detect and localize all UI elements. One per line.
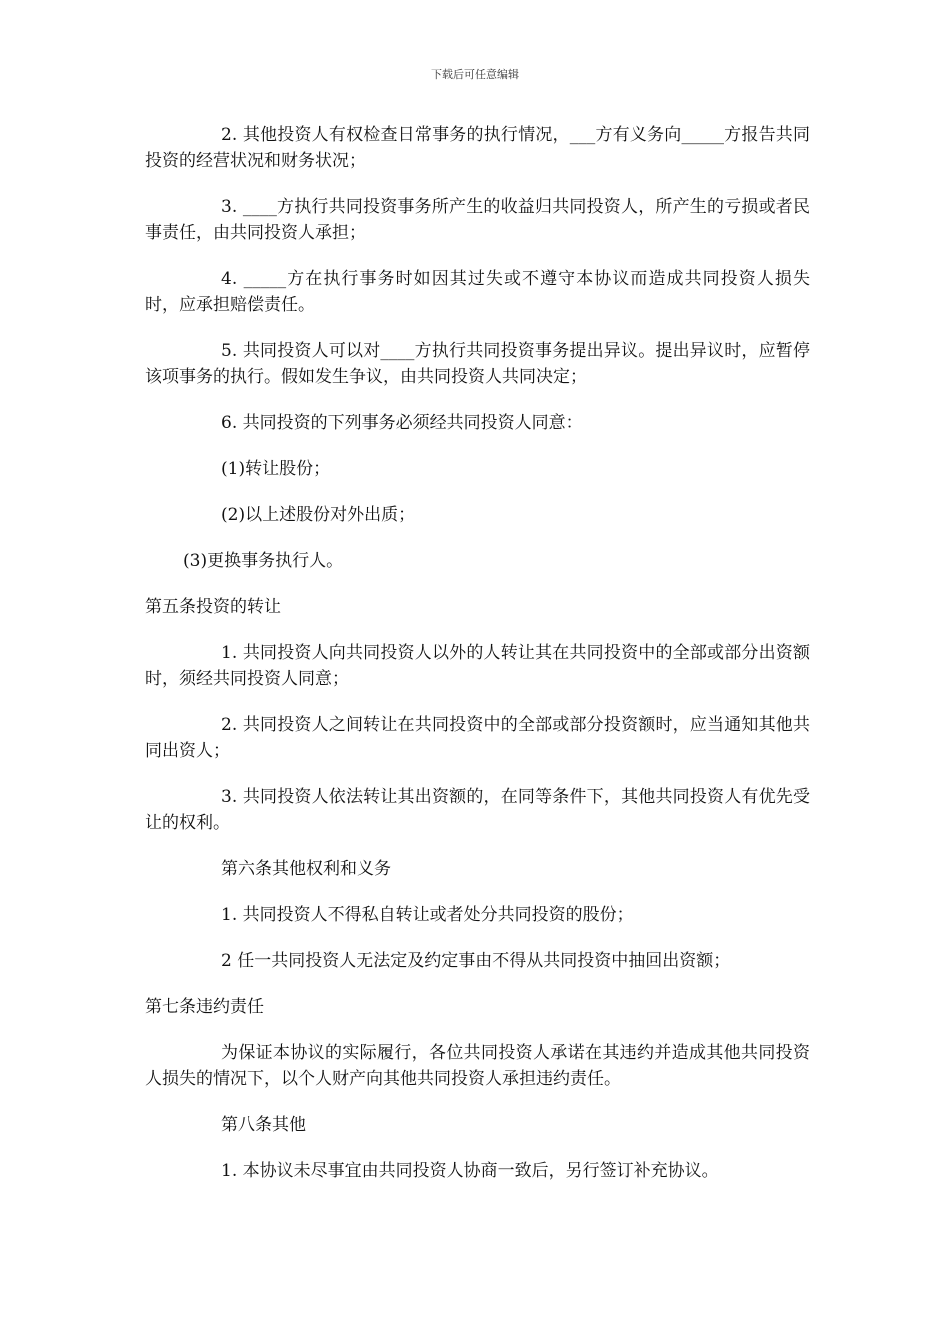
list-item: (3)更换事务执行人。 <box>183 551 344 571</box>
clause-paragraph: 3. ____方执行共同投资事务所产生的收益归共同投资人，所产生的亏损或者民事责任，由共同投资人承担； <box>145 197 810 243</box>
clause-paragraph: 2 任一共同投资人无法定及约定事由不得从共同投资中抽回出资额； <box>221 951 731 971</box>
clause-paragraph: 1. 共同投资人向共同投资人以外的人转让其在共同投资中的全部或部分出资额时，须经共同投资人同意； <box>145 643 810 689</box>
clause-paragraph: 2. 共同投资人之间转让在共同投资中的全部或部分投资额时，应当通知其他共同出资人； <box>145 715 810 761</box>
clause-paragraph: 4. _____方在执行事务时如因其过失或不遵守本协议而造成共同投资人损失时，应承担赔偿责任。 <box>145 269 810 315</box>
clause-paragraph: 1. 本协议未尽事宜由共同投资人协商一致后，另行签订补充协议。 <box>221 1161 719 1181</box>
section-heading: 第六条其他权利和义务 <box>221 859 391 879</box>
page-header-note: 下载后可任意编辑 <box>431 68 519 81</box>
clause-paragraph: 3. 共同投资人依法转让其出资额的，在同等条件下，其他共同投资人有优先受让的权利。 <box>145 787 810 833</box>
section-heading: 第七条违约责任 <box>145 997 264 1017</box>
clause-paragraph: 为保证本协议的实际履行，各位共同投资人承诺在其违约并造成其他共同投资人损失的情况下，以个人财产向其他共同投资人承担违约责任。 <box>145 1043 810 1089</box>
document-body <box>145 122 810 1204</box>
section-heading: 第八条其他 <box>221 1115 306 1135</box>
clause-paragraph: 2. 其他投资人有权检查日常事务的执行情况，___方有义务向_____方报告共同投资的经营状况和财务状况； <box>145 125 810 171</box>
clause-paragraph: 5. 共同投资人可以对____方执行共同投资事务提出异议。提出异议时，应暂停该项事务的执行。假如发生争议，由共同投资人共同决定； <box>145 341 810 387</box>
list-item: (2)以上述股份对外出质； <box>221 505 416 525</box>
clause-paragraph: 6. 共同投资的下列事务必须经共同投资人同意： <box>221 413 583 433</box>
clause-paragraph: 1. 共同投资人不得私自转让或者处分共同投资的股份； <box>221 905 634 925</box>
list-item: (1)转让股份； <box>221 459 331 479</box>
section-heading: 第五条投资的转让 <box>145 597 281 617</box>
